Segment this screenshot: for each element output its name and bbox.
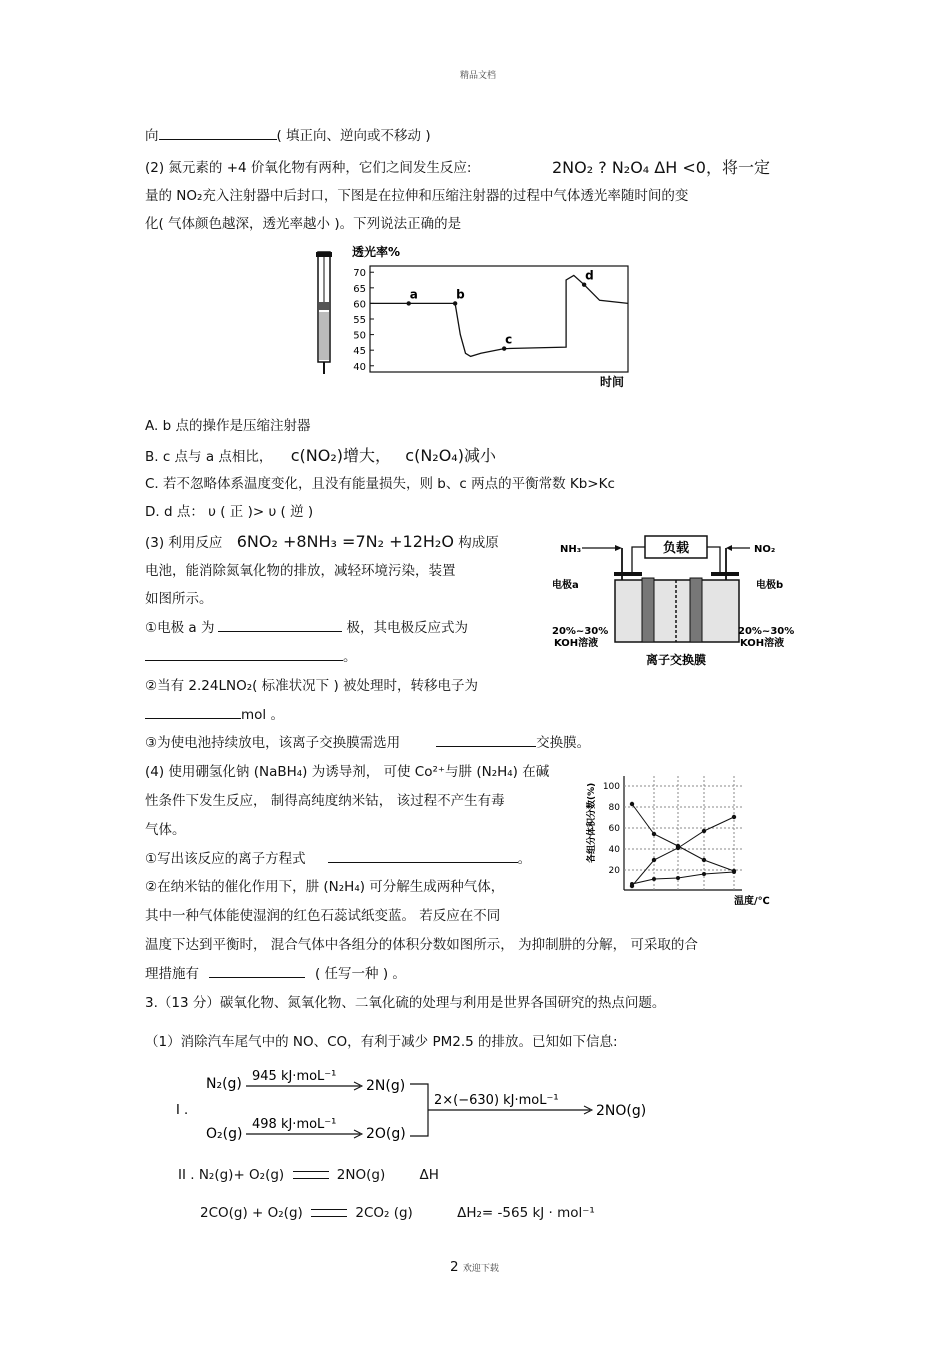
koh-right-label: KOH溶液 [740, 638, 785, 649]
page-footer [450, 1259, 499, 1275]
option-b[interactable] [145, 443, 496, 466]
koh-left-label: KOH溶液 [554, 638, 599, 649]
load-label: 负载 [662, 541, 690, 556]
answer-blank[interactable] [218, 619, 342, 632]
footer-text: 欢迎下载 [462, 1264, 499, 1274]
answer-blank[interactable] [145, 706, 241, 719]
q3-sub1-tail: 极，其电极反应式为 [346, 620, 468, 636]
q2-line2: 量的 NO₂充入注射器中后封口，下图是在拉伸和压缩注射器的过程中气体透光率随时间的变 [145, 188, 689, 204]
chart-xlabel: 时间 [600, 375, 625, 389]
q5-title: 3.（13 分）碳氧化物、氮氧化物、二氧化硫的处理与利用是世界各国研究的热点问题。 [145, 995, 666, 1011]
chart-ylabel: 各组分体积分数(%) [587, 782, 597, 863]
q1-prefix: 向 [145, 128, 159, 144]
electrode-a-label: 电极a [552, 580, 579, 591]
o2-product: 2O(g) [366, 1126, 406, 1142]
q3-sub3 [145, 731, 590, 751]
page-number: 2 [450, 1259, 459, 1275]
o2-label: O₂(g) [206, 1126, 243, 1142]
fuel-cell-figure [550, 530, 800, 675]
q3-intro: (3) 利用反应 [145, 535, 223, 551]
reaction-iii-dh: ΔH₂= -565 kJ · mol⁻¹ [457, 1205, 595, 1221]
y-tick-label: 40 [353, 361, 366, 373]
q3-sub2: ②当有 2.24LNO₂( 标准状况下 ) 被处理时，转移电子为 [145, 678, 479, 694]
roman-i: I . [176, 1103, 189, 1118]
q4-line4 [145, 847, 531, 867]
point-label-d: d [585, 268, 594, 283]
koh-left-conc: 20%~30% [552, 626, 609, 637]
reaction-ii-right: 2NO(g) [336, 1167, 386, 1183]
no2-label: NO₂ [754, 544, 776, 555]
chart-ylabel: 透光率% [352, 245, 401, 259]
reaction-ii-dh: ΔH [419, 1167, 439, 1183]
y-tick-label: 70 [353, 268, 366, 280]
period: 。 [343, 649, 357, 665]
syringe-icon [316, 252, 332, 374]
q4-line6: 其中一种气体能使湿润的红色石蕊试纸变蓝。 若反应在不同 [145, 908, 501, 924]
y-tick-label: 65 [353, 283, 366, 295]
answer-blank[interactable] [145, 648, 343, 661]
n2-product: 2N(g) [366, 1078, 406, 1094]
option-a[interactable]: A. b 点的操作是压缩注射器 [145, 418, 311, 434]
q4-line3: 气体。 [145, 822, 186, 838]
answer-blank[interactable] [328, 850, 518, 863]
q3-equation: 6NO₂ +8NH₃ =7N₂ +12H₂O [236, 532, 454, 551]
y-tick-label: 60 [353, 299, 366, 311]
point-b [453, 301, 457, 305]
q4-line2: 性条件下发生反应， 制得高纯度纳米钴， 该过程不产生有毒 [145, 793, 505, 809]
y-tick-label: 45 [353, 346, 366, 358]
answer-blank[interactable] [436, 734, 536, 747]
equals-sign [293, 1171, 329, 1179]
y-tick-label: 60 [608, 824, 620, 834]
o2-energy: 498 kJ·moL⁻¹ [252, 1117, 337, 1132]
reaction-ii-left: II . N₂(g)+ O₂(g) [178, 1167, 285, 1183]
series-decreasing [632, 804, 734, 871]
y-tick-label: 100 [602, 782, 620, 792]
q5-line1: （1）消除汽车尾气中的 NO、CO，有利于减少 PM2.5 的排放。已知如下信息: [145, 1034, 618, 1050]
y-tick-label: 55 [353, 315, 366, 326]
q4-sub1: ①写出该反应的离子方程式 [145, 851, 306, 867]
option-b-n2o4: c(N₂O₄)减小 [405, 446, 496, 465]
combo-energy: 2×(−630) kJ·moL⁻¹ [434, 1093, 559, 1108]
page-header: 精品文档 [460, 71, 497, 81]
y-tick-label: 20 [608, 866, 620, 876]
membrane-label: 离子交换膜 [645, 653, 707, 667]
q3-line3: 如图所示。 [145, 591, 213, 607]
koh-right-conc: 20%~30% [738, 626, 795, 637]
answer-blank[interactable] [209, 965, 305, 978]
y-tick-label: 50 [353, 330, 366, 342]
electrolyte-tank [615, 580, 739, 642]
volume-fraction-chart [582, 768, 782, 908]
option-b-no2: c(NO₂)增大， [290, 446, 391, 465]
reaction-iii [200, 1205, 595, 1221]
chart-xlabel: 温度/℃ [734, 896, 770, 907]
equals-sign [311, 1209, 347, 1217]
point-label-b: b [456, 287, 465, 302]
q3-sub1-text: ①电极 a 为 [145, 620, 215, 636]
y-tick-label: 40 [608, 845, 620, 855]
point-label-a: a [409, 287, 418, 302]
q3-line1 [145, 531, 499, 551]
y-tick-label: 80 [608, 803, 620, 813]
option-c[interactable]: C. 若不忽略体系温度变化，且没有能量损失，则 b、c 两点的平衡常数 Kb>Kc [145, 476, 615, 492]
q4-line8 [145, 962, 406, 982]
q3-sub3-text: ③为使电池持续放电，该离子交换膜需选用 [145, 735, 401, 751]
period: 。 [517, 851, 532, 867]
q4-sub2: 理措施有 [145, 966, 199, 982]
nh3-label: NH₃ [560, 544, 582, 555]
reaction-iii-left: 2CO(g) + O₂(g) [200, 1205, 303, 1221]
q3-sub1 [145, 616, 468, 636]
n2-label: N₂(g) [206, 1076, 242, 1092]
n2-energy: 945 kJ·moL⁻¹ [252, 1069, 337, 1084]
q3-sub3-tail: 交换膜。 [536, 735, 591, 751]
option-d[interactable]: D. d 点： υ ( 正 )> υ ( 逆 ) [145, 504, 314, 520]
q4-line1: (4) 使用硼氢化钠 (NaBH₄) 为诱导剂， 可使 Co²⁺与肼 (N₂H₄) 在碱 [145, 764, 550, 780]
q2-line1: (2) 氮元素的 +4 价氧化物有两种，它们之间发生反应: [145, 160, 472, 176]
q2-equation: 2NO₂ ? N₂O₄ ΔH <0，将一定 [552, 158, 770, 177]
point-label-c: c [505, 332, 513, 347]
q3-sub2-line2 [145, 703, 284, 723]
transmittance-curve [370, 275, 628, 356]
point-c [502, 346, 506, 350]
energy-diagram [170, 1062, 690, 1152]
reaction-ii [178, 1167, 439, 1183]
q1-suffix: ( 填正向、逆向或不移动 ) [276, 128, 431, 144]
q4-line5: ②在纳米钴的催化作用下，肼 (N₂H₄) 可分解生成两种气体， [145, 879, 505, 895]
q3-sub1-line2 [145, 645, 357, 665]
answer-blank[interactable] [159, 127, 277, 140]
q3-intro-end: 构成原 [458, 535, 499, 551]
option-b-text: B. c 点与 a 点相比， [145, 449, 273, 465]
q3-line2: 电池，能消除氮氧化物的排放，减轻环境污染，装置 [145, 563, 456, 579]
point-d [582, 283, 586, 287]
electrode-b-label: 电极b [756, 580, 784, 591]
q2-line3: 化( 气体颜色越深，透光率越小 )。下列说法正确的是 [145, 216, 462, 232]
q4-line7: 温度下达到平衡时， 混合气体中各组分的体积分数如图所示， 为抑制肼的分解， 可采取的合 [145, 937, 698, 953]
reaction-iii-right: 2CO₂ (g) [355, 1205, 413, 1221]
no-product: 2NO(g) [596, 1103, 647, 1119]
q4-sub2-tail: ( 任写一种 ) 。 [315, 966, 406, 982]
mol-unit: mol 。 [241, 707, 284, 723]
series-low [632, 872, 734, 884]
transmittance-figure [310, 242, 640, 392]
point-a [407, 301, 411, 305]
q1-tail [145, 124, 431, 144]
series-increasing [632, 817, 734, 886]
